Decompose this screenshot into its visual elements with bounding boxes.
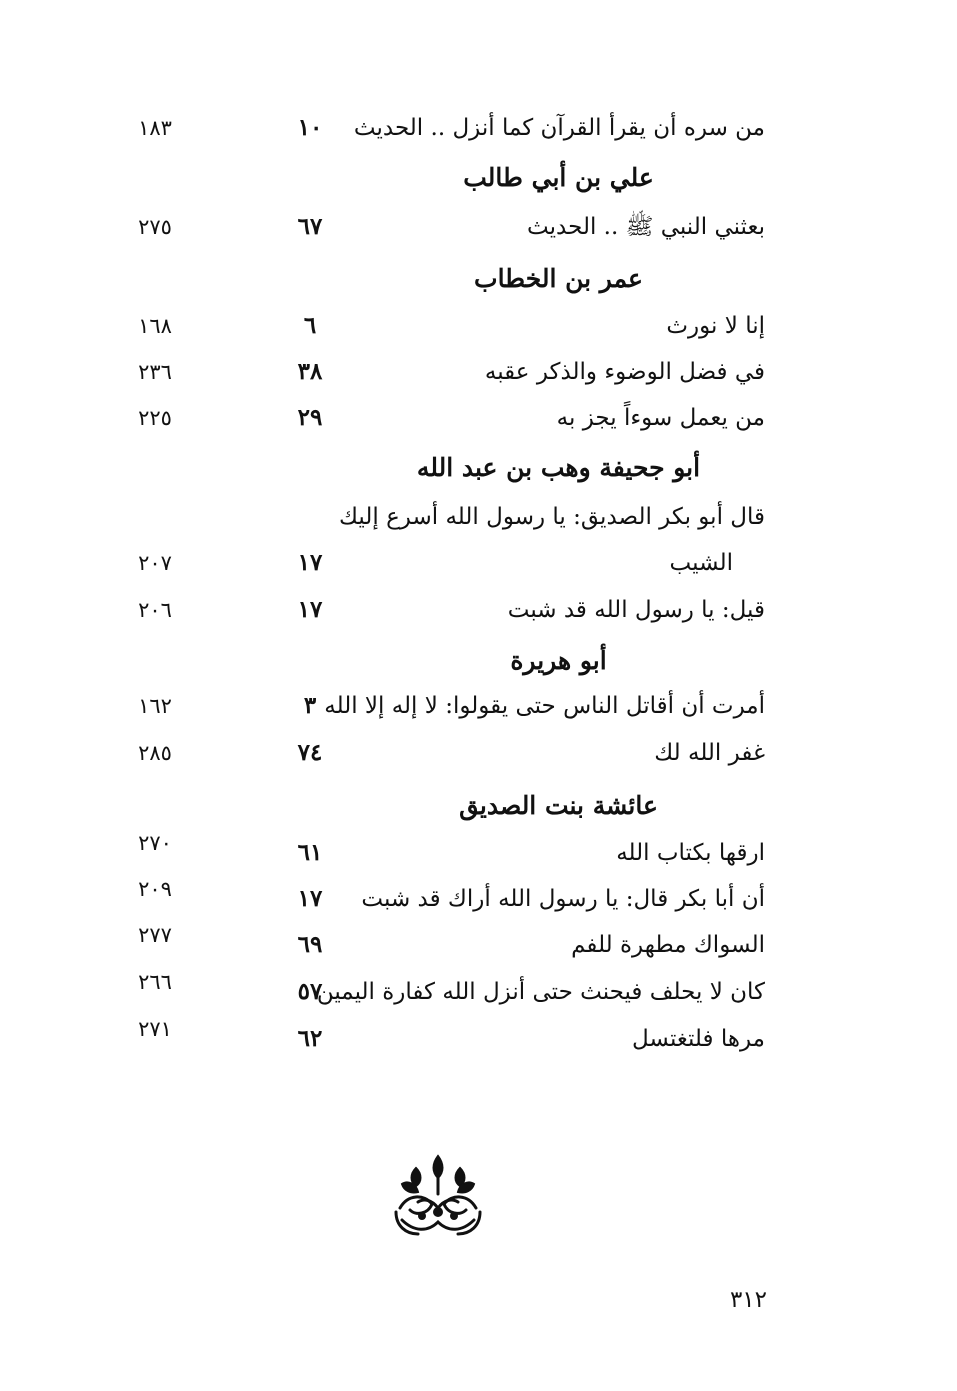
hadith-number: ٣ bbox=[303, 692, 317, 719]
hadith-text: قيل: يا رسول الله قد شبت bbox=[507, 597, 765, 623]
hadith-number: ٦٧ bbox=[297, 213, 323, 240]
list-item bbox=[0, 590, 957, 630]
narrator-heading: علي بن أبي طالب bbox=[463, 163, 654, 192]
list-item bbox=[0, 306, 957, 346]
page-reference: ١٨٣ bbox=[138, 116, 172, 140]
page-reference: ٢٧٠ bbox=[138, 831, 172, 855]
narrator-heading: أبو هريرة bbox=[510, 646, 607, 675]
page-reference: ٢٢٥ bbox=[138, 406, 172, 430]
floral-ornament-icon bbox=[388, 1150, 488, 1240]
hadith-text: من يعمل سوءاً يجز به bbox=[556, 405, 765, 431]
list-item bbox=[0, 686, 957, 726]
hadith-number: ٦٢ bbox=[297, 1025, 323, 1052]
hadith-text: السواك مطهرة للفم bbox=[571, 932, 765, 958]
list-item bbox=[0, 398, 957, 438]
hadith-number: ١٧ bbox=[297, 596, 323, 623]
page-reference: ٢٨٥ bbox=[138, 741, 172, 765]
list-item bbox=[0, 833, 957, 873]
list-item bbox=[0, 972, 957, 1012]
page-reference: ٢٣٦ bbox=[138, 360, 172, 384]
hadith-number: ١٠ bbox=[297, 114, 323, 141]
page-reference: ٢٠٦ bbox=[138, 598, 172, 622]
page-reference: ١٦٨ bbox=[138, 314, 172, 338]
page-reference: ٢٠٩ bbox=[138, 877, 172, 901]
narrator-heading: عائشة بنت الصديق bbox=[459, 791, 658, 820]
hadith-number: ٧٤ bbox=[297, 739, 323, 766]
hadith-text: في فضل الوضوء والذكر عقبه bbox=[484, 359, 765, 385]
page-reference: ٢٧٥ bbox=[138, 215, 172, 239]
list-item bbox=[0, 879, 957, 919]
list-item bbox=[0, 733, 957, 773]
hadith-text: غفر الله لك bbox=[654, 740, 765, 766]
hadith-number: ٦١ bbox=[297, 839, 323, 866]
narrator-heading: أبو جحيفة وهب بن عبد الله bbox=[416, 453, 701, 482]
hadith-text: إنا لا نورث bbox=[666, 313, 765, 339]
narrator-heading: عمر بن الخطاب bbox=[474, 264, 643, 293]
list-item bbox=[0, 108, 957, 148]
page-reference: ٢٧١ bbox=[138, 1017, 172, 1041]
page-reference: ٢٧٧ bbox=[138, 923, 172, 947]
hadith-text: بعثني النبي ﷺ .. الحديث bbox=[527, 214, 765, 240]
hadith-text: من سره أن يقرأ القرآن كما أنزل .. الحديث bbox=[353, 115, 765, 141]
hadith-number: ١٧ bbox=[297, 549, 323, 576]
page-reference: ١٦٢ bbox=[138, 694, 172, 718]
hadith-text: أمرت أن أقاتل الناس حتى يقولوا: لا إله إلا الله bbox=[324, 693, 765, 719]
list-item bbox=[0, 543, 957, 583]
list-item bbox=[0, 207, 957, 247]
hadith-number: ١٧ bbox=[297, 885, 323, 912]
list-item bbox=[0, 925, 957, 965]
hadith-text: كان لا يحلف فيحنث حتى أنزل الله كفارة اليمين bbox=[316, 979, 765, 1005]
page-reference: ٢٠٧ bbox=[138, 551, 172, 575]
hadith-number: ٣٨ bbox=[297, 358, 323, 385]
list-item bbox=[0, 352, 957, 392]
hadith-text: قال أبو بكر الصديق: يا رسول الله أسرع إليك bbox=[339, 504, 765, 530]
hadith-number: ٥٧ bbox=[297, 978, 323, 1005]
hadith-text: مرها فلتغتسل bbox=[632, 1026, 765, 1052]
hadith-number: ٦ bbox=[303, 312, 317, 339]
hadith-text: أن أبا بكر قال: يا رسول الله أراك قد شبت bbox=[361, 886, 765, 912]
hadith-number: ٦٩ bbox=[297, 931, 323, 958]
hadith-number: ٢٩ bbox=[297, 404, 323, 431]
hadith-text: الشيب bbox=[669, 550, 733, 576]
page-number: ٣١٢ bbox=[729, 1287, 767, 1313]
hadith-text: ارقها بكتاب الله bbox=[616, 840, 765, 866]
page-reference: ٢٦٦ bbox=[138, 970, 172, 994]
list-item bbox=[0, 1019, 957, 1059]
list-item bbox=[0, 497, 957, 537]
